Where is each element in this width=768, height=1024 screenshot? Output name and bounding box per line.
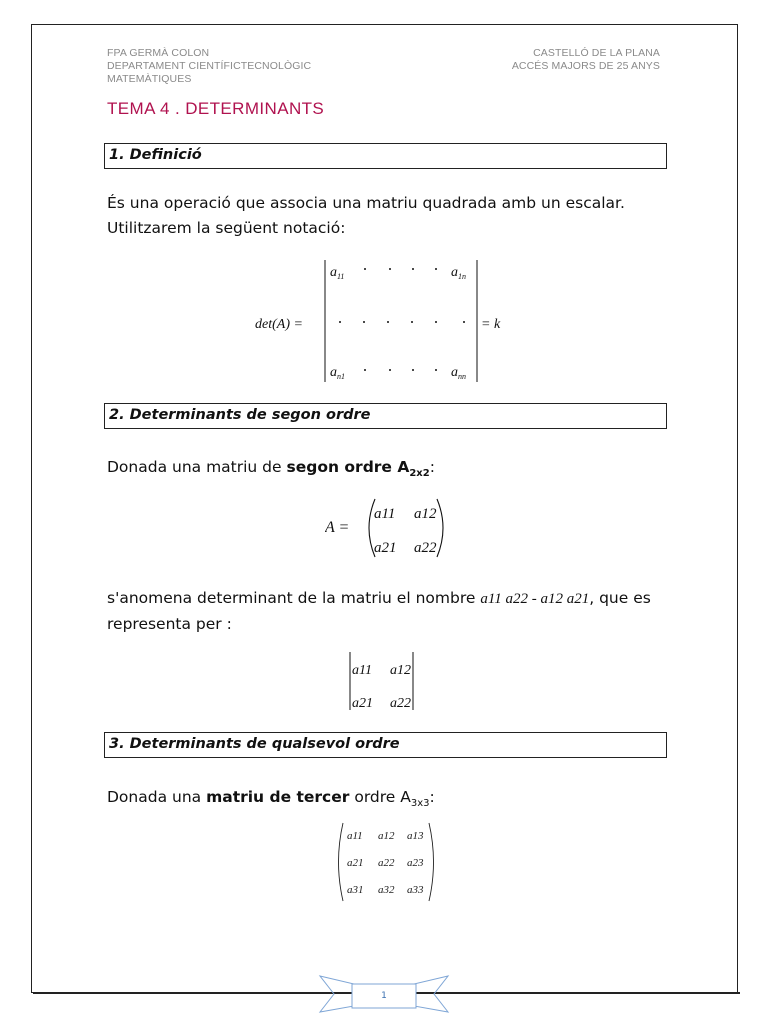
entry-a11: $a_{11}$ <box>330 265 345 281</box>
m3-a31: a31 <box>347 884 364 896</box>
d2-a21: a21 <box>352 696 373 711</box>
section-3-heading: 3. Determinants de qualsevol ordre <box>104 732 667 758</box>
entry-an1: $a_{n1}$ <box>330 365 345 381</box>
course-name: ACCÉS MAJORS DE 25 ANYS <box>511 60 660 72</box>
header-right <box>512 47 660 73</box>
determinant-expression: a11 a22 - a12 a21 <box>480 591 590 607</box>
m3-a21: a21 <box>347 857 364 869</box>
m3-a23: a23 <box>407 857 424 869</box>
det-rhs: = k <box>481 317 501 332</box>
page-number: 1 <box>381 991 387 1001</box>
determinant-2x2 <box>347 650 417 712</box>
section-2-heading: 2. Determinants de segon ordre <box>104 403 667 429</box>
m3-a33: a33 <box>407 884 424 896</box>
section-1-heading: 1. Definició <box>104 143 667 169</box>
subject-name: MATEMÀTIQUES <box>107 73 192 85</box>
m3-a12: a12 <box>378 830 395 842</box>
page-title: TEMA 4 . DETERMINANTS <box>107 99 325 118</box>
m2-a22: a22 <box>414 540 437 556</box>
matrix-2x2-lhs: A = <box>325 519 350 536</box>
d2-a12: a12 <box>390 663 411 678</box>
entry-a1n: $a_{1n}$ <box>451 265 466 281</box>
m3-a32: a32 <box>378 884 395 896</box>
section-1-text: És una operació que associa una matriu quadrada amb un escalar. Utilitzarem la següent notació: <box>107 194 625 237</box>
section-2-definition: s'anomena determinant de la matriu el nombre a11 a22 - a12 a21, que es representa per : <box>107 589 651 633</box>
m2-a12: a12 <box>414 506 437 522</box>
m2-a21: a21 <box>374 540 397 556</box>
school-name: FPA GERMÀ COLON <box>107 47 210 59</box>
matrix-2x2 <box>325 496 450 560</box>
entry-ann: $a_{nn}$ <box>451 365 466 381</box>
d2-a22: a22 <box>390 696 411 711</box>
section-2-intro: Donada una matriu de segon ordre $A_{2x2}$: <box>107 458 435 480</box>
matrix-3x3 <box>333 820 437 904</box>
m3-a22: a22 <box>378 857 395 869</box>
determinant-definition-formula <box>250 256 520 388</box>
page-number-ribbon <box>318 974 450 1014</box>
m3-a11: a11 <box>347 830 363 842</box>
d2-a11: a11 <box>352 663 372 678</box>
det-lhs: det(A) = <box>255 317 303 332</box>
city-name: CASTELLÓ DE LA PLANA <box>533 47 660 59</box>
header-left <box>107 47 311 86</box>
m3-a13: a13 <box>407 830 424 842</box>
ellipsis-dots <box>339 268 465 371</box>
section-3-intro: Donada una matriu de tercer ordre $A_{3x3}$: <box>107 788 435 810</box>
department-name: DEPARTAMENT CIENTÍFICTECNOLÒGIC <box>107 60 312 72</box>
m2-a11: a11 <box>374 506 396 522</box>
